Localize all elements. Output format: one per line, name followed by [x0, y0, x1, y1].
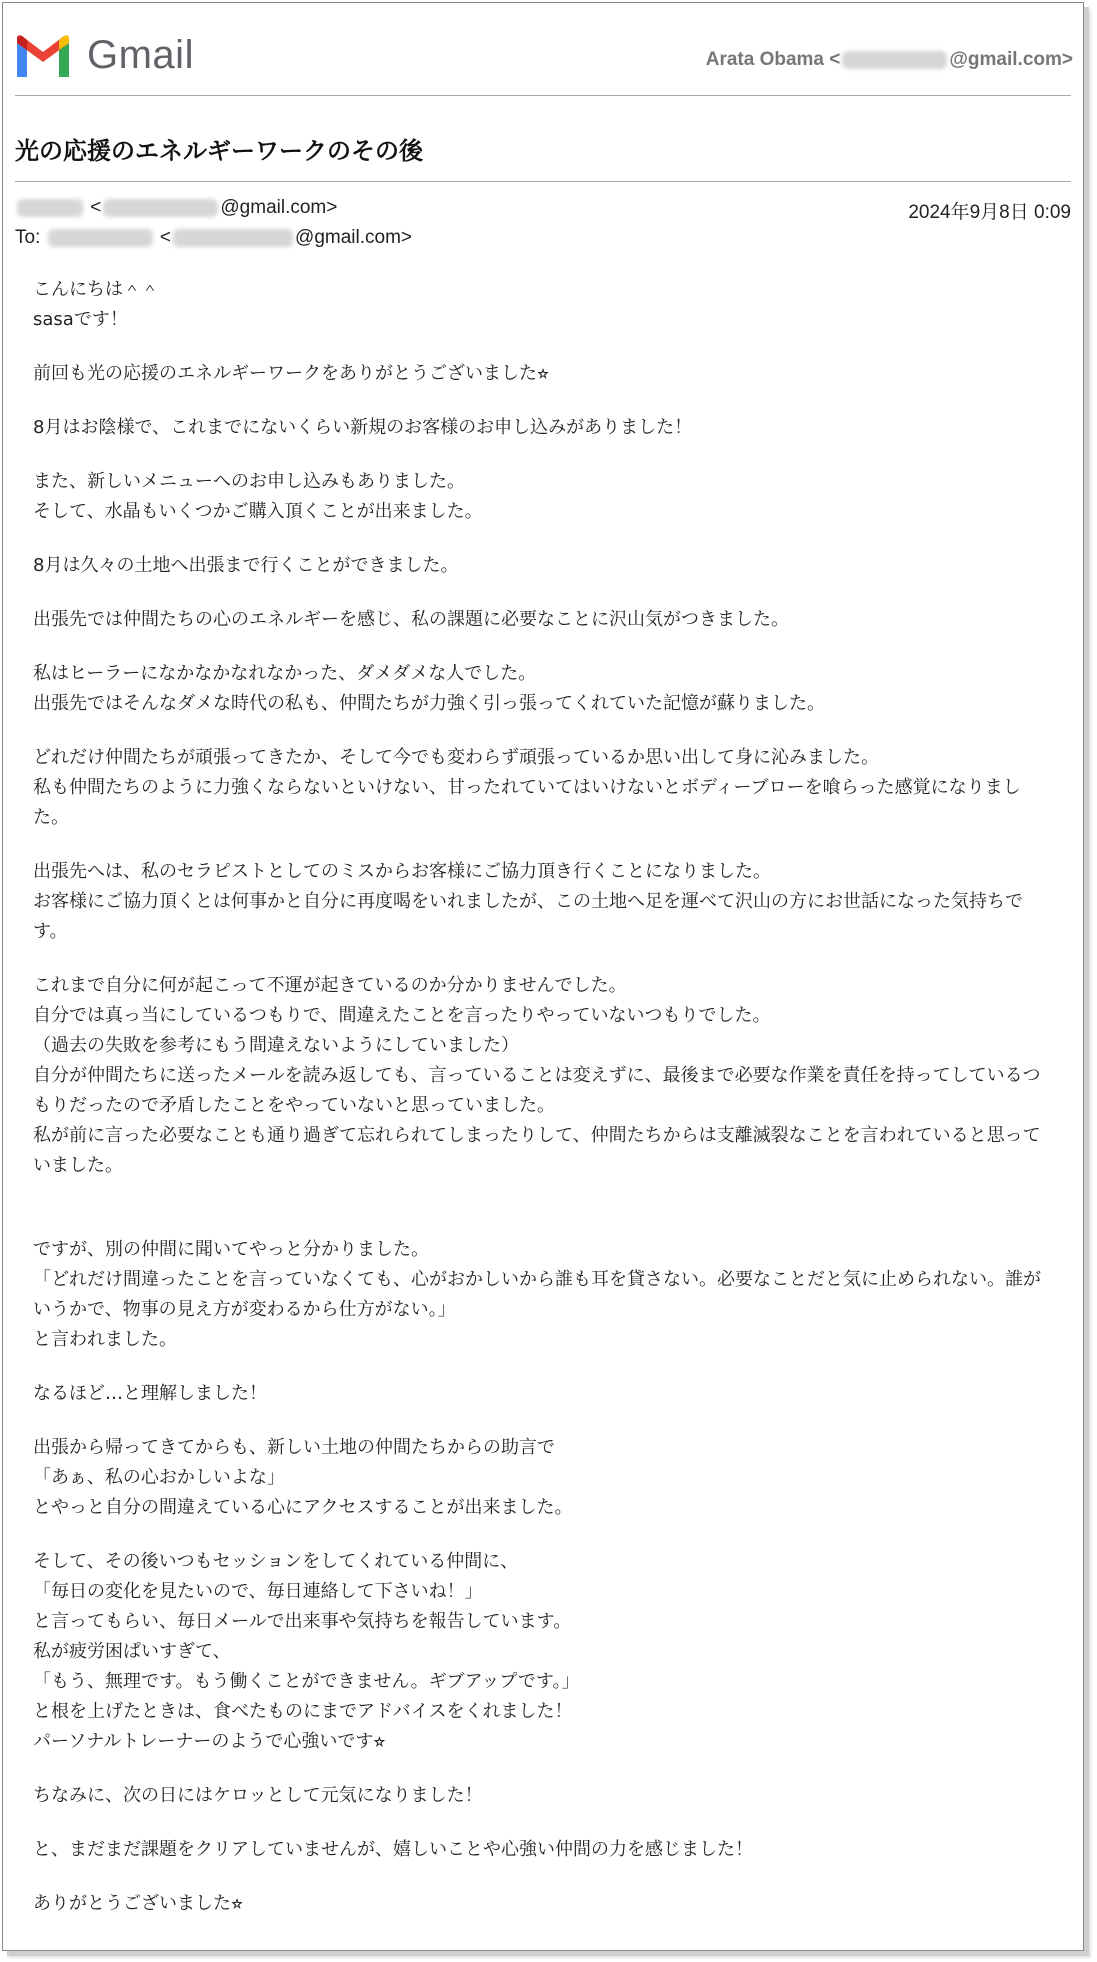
body-line	[33, 1205, 1045, 1235]
body-paragraph	[33, 275, 1045, 335]
gmail-wordmark: Gmail	[87, 33, 194, 77]
body-line: と、まだまだ課題をクリアしていませんが、嬉しいことや心強い仲間の力を感じました！	[33, 1839, 753, 1860]
body-line: 「毎日の変化を見たいので、毎日連絡して下さいね！」	[33, 1581, 483, 1602]
body-line: これまで自分に何が起こって不運が起きているのか分かりませんでした。	[33, 975, 627, 996]
body-paragraph	[33, 605, 1045, 635]
body-line: 自分では真っ当にしているつもりで、間違えたことを言ったりやっていないつもりでした。	[33, 1005, 771, 1026]
redacted-recipient-name	[48, 229, 153, 246]
body-line: 私はヒーラーになかなかなれなかった、ダメダメな人でした。	[33, 663, 537, 684]
body-line: 出張先では仲間たちの心のエネルギーを感じ、私の課題に必要なことに沢山気がつきました。	[33, 609, 789, 630]
to-line: To: < @gmail.com>	[15, 227, 412, 248]
body-line: なるほど…と理解しました！	[33, 1383, 267, 1404]
body-paragraph	[33, 359, 1045, 389]
body-paragraph	[33, 659, 1045, 719]
body-line: ちなみに、次の日にはケロッとして元気になりました！	[33, 1785, 483, 1806]
gmail-logo	[13, 33, 194, 78]
gmail-m-icon	[13, 33, 73, 78]
body-line: パーソナルトレーナーのようで心強いです⭐︎	[33, 1731, 386, 1752]
body-line: ですが、別の仲間に聞いてやっと分かりました。	[33, 1239, 429, 1260]
body-line: と言ってもらい、毎日メールで出来事や気持ちを報告しています。	[33, 1611, 572, 1632]
body-line: 「どれだけ間違ったことを言っていなくても、心がおかしいから誰も耳を貸さない。必要なことだと気に止められない。誰がいうかで、物事の見え方が変わるから仕方がない。」	[33, 1269, 1041, 1320]
body-line: sasaです！	[33, 309, 128, 330]
body-line: 私が疲労困ぱいすぎて、	[33, 1641, 231, 1662]
body-line: と言われました。	[33, 1329, 177, 1350]
redacted-email	[842, 51, 947, 68]
body-line: 8月はお陰様で、これまでにないくらい新規のお客様のお申し込みがありました！	[33, 417, 693, 438]
body-line: と根を上げたときは、食べたものにまでアドバイスをくれました！	[33, 1701, 573, 1722]
print-header	[13, 33, 1073, 83]
redacted-sender-email	[103, 199, 218, 216]
body-line: 8月は久々の土地へ出張まで行くことができました。	[33, 555, 459, 576]
body-paragraph	[33, 1781, 1045, 1811]
redacted-sender-name	[17, 199, 83, 216]
body-line: 出張先へは、私のセラピストとしてのミスからお客様にご協力頂き行くことになりました。	[33, 861, 771, 882]
body-line: お客様にご協力頂くとは何事かと自分に再度喝をいれましたが、この土地へ足を運べて沢山の方にお世話になった気持ちです。	[33, 891, 1023, 942]
body-paragraph	[33, 971, 1045, 1181]
body-line: とやっと自分の間違えている心にアクセスすることが出来ました。	[33, 1497, 573, 1518]
body-paragraph	[33, 743, 1045, 833]
body-line: 出張から帰ってきてからも、新しい土地の仲間たちからの助言で	[33, 1437, 555, 1458]
body-line: （過去の失敗を参考にもう間違えないようにしていました）	[33, 1035, 519, 1056]
body-paragraph	[33, 1889, 1045, 1919]
body-paragraph	[33, 467, 1045, 527]
body-line: どれだけ仲間たちが頑張ってきたか、そして今でも変わらず頑張っているか思い出して身に沁みました。	[33, 747, 879, 768]
body-line: そして、その後いつもセッションをしてくれている仲間に、	[33, 1551, 519, 1572]
redacted-recipient-email	[173, 229, 293, 246]
email-print-page	[2, 2, 1084, 1951]
to-label: To:	[15, 227, 41, 248]
body-line: こんにちは＾＾	[33, 279, 159, 300]
body-paragraph	[33, 1835, 1045, 1865]
email-date: 2024年9月8日 0:09	[908, 202, 1071, 223]
from-line: < @gmail.com>	[15, 197, 1071, 219]
body-line: 私も仲間たちのように力強くならないといけない、甘ったれていてはいけないとボディーブローを喰らった感覚になりました。	[33, 777, 1021, 828]
body-line: 「あぁ、私の心おかしいよな」	[33, 1467, 285, 1488]
body-line: 前回も光の応援のエネルギーワークをありがとうございました⭐︎	[33, 363, 550, 384]
account-info: Arata Obama < @gmail.com>	[705, 49, 1073, 70]
body-paragraph	[33, 857, 1045, 947]
body-line: また、新しいメニューへのお申し込みもありました。	[33, 471, 465, 492]
body-line: 私が前に言った必要なことも通り過ぎて忘れられてしまったりして、仲間たちからは支離滅裂なことを言われていると思っていました。	[33, 1125, 1041, 1176]
account-name: Arata Obama	[705, 49, 825, 70]
body-paragraph	[33, 413, 1045, 443]
body-line: 「もう、無理です。もう働くことができません。ギブアップです。」	[33, 1671, 580, 1692]
email-subject: 光の応援のエネルギーワークのその後	[15, 137, 423, 165]
header-divider	[15, 95, 1071, 96]
body-paragraph	[33, 551, 1045, 581]
body-paragraph	[33, 1547, 1045, 1757]
body-line: 自分が仲間たちに送ったメールを読み返しても、言っていることは変えずに、最後まで必要な作業を責任を持ってしているつもりだったので矛盾したことをやっていないと思っていました。	[33, 1065, 1041, 1116]
body-line: そして、水晶もいくつかご購入頂くことが出来ました。	[33, 501, 483, 522]
body-paragraph	[33, 1379, 1045, 1409]
body-paragraph	[33, 1433, 1045, 1523]
to-email-suffix: @gmail.com>	[295, 227, 412, 248]
from-email-suffix: @gmail.com>	[220, 197, 338, 218]
body-line: ありがとうございました⭐︎	[33, 1893, 244, 1914]
body-line: 出張先ではそんなダメな時代の私も、仲間たちが力強く引っ張ってくれていた記憶が蘇りました。	[33, 693, 825, 714]
account-email-suffix: @gmail.com>	[949, 49, 1073, 70]
body-paragraph	[33, 1205, 1045, 1355]
email-body	[33, 275, 1045, 1943]
subject-divider	[15, 181, 1071, 182]
